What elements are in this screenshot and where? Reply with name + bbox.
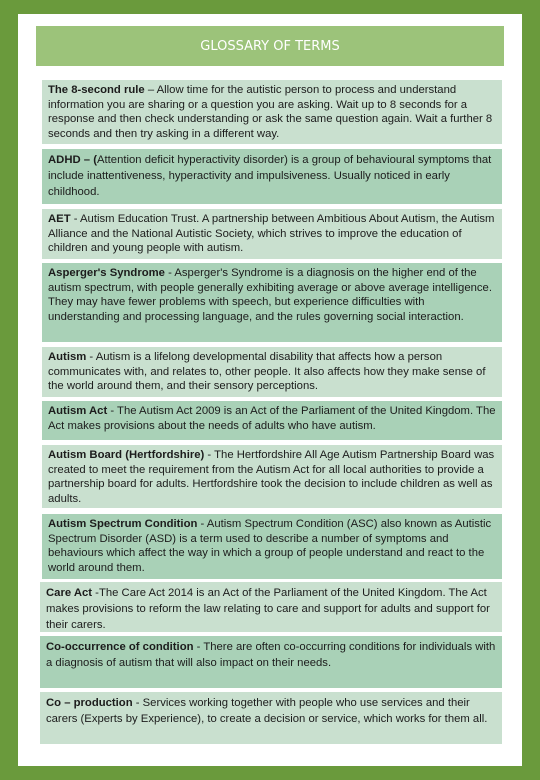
- glossary-term: The 8-second rule: [48, 84, 145, 96]
- glossary-term: Co-occurrence of condition: [46, 641, 194, 653]
- glossary-term: Autism: [48, 351, 87, 363]
- glossary-entry-autism-board: [42, 445, 502, 508]
- glossary-term: Autism Act: [48, 405, 108, 417]
- glossary-definition: - Asperger's Syndrome is a diagnosis on the higher end of the autism spectrum, with people generally exhibiting average or above average intelligence. They may have fewer problems with speech, but experience difficulties with understanding and processing language, and the rules governing social interaction.: [48, 267, 492, 323]
- glossary-entry-autism: [42, 347, 502, 397]
- glossary-entry-8-second-rule: [42, 80, 502, 144]
- glossary-term: AET: [48, 213, 71, 225]
- glossary-term: Autism Board (Hertfordshire): [48, 449, 205, 461]
- glossary-definition: - There are often co-occurring conditions for individuals with a diagnosis of autism that will also impact on their needs.: [46, 641, 496, 669]
- glossary-definition: Attention deficit hyperactivity disorder) is a group of behavioural symptoms that include inattentiveness, hyperactivity and impulsiveness. Usually noticed in early childhood.: [48, 154, 492, 198]
- glossary-definition: – Allow time for the autistic person to process and understand information you are sharing or a question you are asking. Wait up to 8 seconds for a response and then check understanding or ask the same question again. Wait a further 8 seconds and then try asking in a different way.: [48, 84, 493, 140]
- glossary-definition: - The Hertfordshire All Age Autism Partnership Board was created to meet the requirement from the Autism Act for all local authorities to provide a partnership board for adults. Hertfordshire took the decision to include children as well as adults.: [48, 449, 495, 505]
- glossary-definition: - The Autism Act 2009 is an Act of the Parliament of the United Kingdom. The Act makes provisions about the needs of adults who have autism.: [48, 405, 496, 432]
- glossary-definition: - Autism Spectrum Condition (ASC) also known as Autistic Spectrum Disorder (ASD) is a term used to describe a number of symptoms and behaviours which affect the way in which a group of people understand and react to the world around them.: [48, 518, 492, 574]
- glossary-term: Care Act: [46, 587, 93, 599]
- glossary-entry-aspergers-syndrome: [42, 263, 502, 342]
- glossary-entry-autism-spectrum-condition: [42, 514, 502, 579]
- glossary-entry-autism-act: [42, 401, 502, 440]
- glossary-definition: - Autism is a lifelong developmental disability that affects how a person communicates with, and relates to, other people. It also affects how they make sense of the world around them, and their sensory perceptions.: [48, 351, 486, 393]
- glossary-definition: - Services working together with people who use services and their carers (Experts by Experience), to create a decision or service, which works for them all.: [46, 697, 488, 725]
- glossary-entry-co-occurrence: [40, 636, 502, 688]
- page-title: GLOSSARY OF TERMS: [200, 38, 340, 54]
- glossary-term: Co – production: [46, 697, 133, 709]
- glossary-definition: -The Care Act 2014 is an Act of the Parliament of the United Kingdom. The Act makes provisions to reform the law relating to care and support for adults and support for their carers.: [46, 587, 490, 631]
- glossary-term: Autism Spectrum Condition: [48, 518, 198, 530]
- glossary-term: Asperger's Syndrome: [48, 267, 165, 279]
- glossary-entry-aet: [42, 209, 502, 259]
- glossary-entry-care-act: [40, 582, 502, 632]
- glossary-entry-co-production: [40, 692, 502, 744]
- glossary-header: [36, 26, 504, 66]
- glossary-term: ADHD – (: [48, 154, 97, 166]
- glossary-definition: - Autism Education Trust. A partnership between Ambitious About Autism, the Autism Alliance and the National Autistic Society, which strives to improve the education of children and young people with autism.: [48, 213, 495, 255]
- glossary-entry-adhd: [42, 149, 502, 204]
